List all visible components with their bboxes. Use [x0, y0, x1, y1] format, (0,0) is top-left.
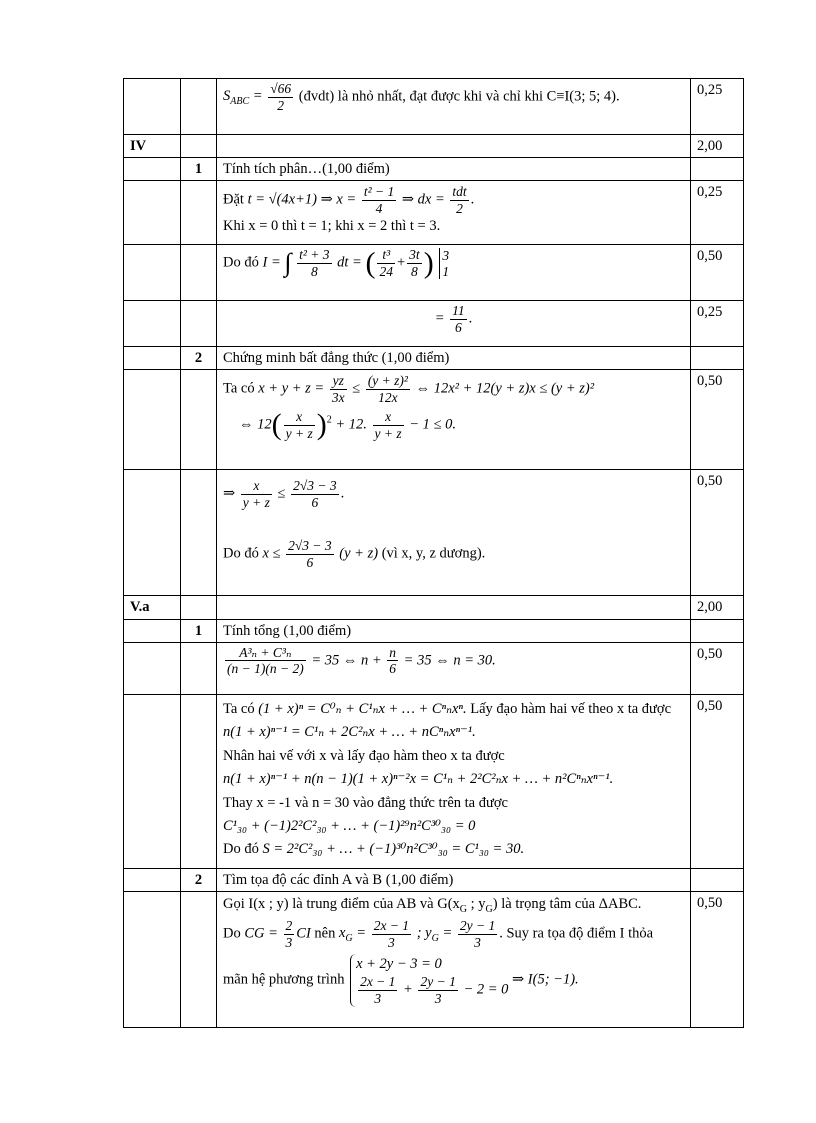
section-score-iv: 2,00 — [691, 135, 744, 158]
content-area — [217, 79, 691, 135]
score-cell: 0,50 — [691, 470, 744, 596]
score-cell: 0,25 — [691, 181, 744, 245]
score-cell: 0,50 — [691, 891, 744, 1027]
area-fraction: $\frac{√66}{2}$ — [270, 81, 292, 113]
question-number: 1 — [181, 158, 217, 181]
question-title: Tính tích phân…(1,00 điểm) — [217, 158, 691, 181]
score-cell: 0,50 — [691, 694, 744, 868]
question-title: Tìm tọa độ các đỉnh A và B (1,00 điểm) — [217, 868, 691, 891]
score-cell: 0,25 — [691, 79, 744, 135]
content-coordinates: Gọi I(x ; y) là trung điểm của AB và $G(x_G$ ; $y_G$) là trọng tâm của ΔABC. Do CG = $\frac{2}{3}$ CI nên $x_G$ = $\frac{2x - 1}{3}$ ; $y_G$ = $\frac{2y - 1}{3}$ . Suy ra tọa độ điểm I thỏa mãn hệ phương trình x + 2y − 3 = 0 $\frac{2x - 1}{3}$ + $\frac{2y - 1}{3}$ − 2 = 0 ⇒ I(5; −1). — [217, 891, 691, 1027]
area-text: (đvdt) là nhỏ nhất, đạt được khi và chỉ khi C≡I(3; 5; 4). — [298, 88, 620, 105]
section-cell — [124, 79, 181, 135]
content-integral: Do đó I = ∫ $\frac{\text{t² + 3}}{8}$ dt = ( $\frac{\text{t³}}{24}$ + $\frac{3t}{8}$ ) 3 1 — [217, 245, 691, 301]
score-cell: 0,50 — [691, 642, 744, 694]
content-result: = $\frac{11}{6}$ . — [217, 301, 691, 347]
score-cell: 0,50 — [691, 370, 744, 470]
section-score-va: 2,00 — [691, 596, 744, 619]
question-title: Tính tổng (1,00 điểm) — [217, 619, 691, 642]
section-label-va: V.a — [124, 596, 181, 619]
content-derivation: Ta có (1 + x)ⁿ = C⁰ₙ + C¹ₙx + … + Cⁿₙxⁿ. Lấy đạo hàm hai vế theo x ta được n(1 + x)ⁿ⁻¹ = C¹ₙ + 2C²ₙx + … + nCⁿₙxⁿ⁻¹. Nhân hai vế với x và lấy đạo hàm theo x ta được n(1 + x)ⁿ⁻¹ + n(n − 1)(1 + x)ⁿ⁻²x = C¹ₙ + 2²C²ₙx + … + n²Cⁿₙxⁿ⁻¹. Thay x = -1 và n = 30 vào đẳng thức trên ta được C¹₃₀ + (−1)2²C²₃₀ + … + (−1)²⁹n²C³⁰₃₀ = 0 Do đó S = 2²C²₃₀ + … + (−1)³⁰n²C³⁰₃₀ = C¹₃₀ = 30. — [217, 694, 691, 868]
question-number: 2 — [181, 347, 217, 370]
question-number: 2 — [181, 868, 217, 891]
content-equation: $\frac{\text{A³ₙ + C³ₙ}}{(n - 1)(n - 2)}$ = 35 ⇔ n + $\frac{n}{6}$ = 35 ⇔ n = 30. — [217, 642, 691, 694]
question-title: Chứng minh bất đẳng thức (1,00 điểm) — [217, 347, 691, 370]
content-conclusion: ⇒ $\frac{x}{y + z}$ ≤ $\frac{2√3 - 3}{6}$ . Do đó x ≤ $\frac{2√3 - 3}{6}$ (y + z) (vì x, y, z dương). — [217, 470, 691, 596]
area-symbol: $S_{ABC}$ = — [223, 88, 263, 108]
content-inequality: Ta có x + y + z = $\frac{yz}{3x}$ ≤ $\frac{\text{(y + z)²}}{12x}$ ⇔ 12x² + 12(y + z)x ≤ (y + z)² ⇔ 12( $\frac{x}{y + z}$ )$^2$ + 12. $\frac{x}{y + z}$ − 1 ≤ 0. — [217, 370, 691, 470]
answer-table — [123, 78, 744, 1028]
content-substitution: Đặt t = √(4x+1) ⇒ x = $\frac{\text{t² − 1}}{4}$ ⇒ dx = $\frac{\text{tdt}}{2}$ . Khi x = 0 thì t = 1; khi x = 2 thì t = 3. — [217, 181, 691, 245]
question-number: 1 — [181, 619, 217, 642]
score-cell: 0,50 — [691, 245, 744, 301]
question-cell — [181, 79, 217, 135]
score-cell: 0,25 — [691, 301, 744, 347]
section-label-iv: IV — [124, 135, 181, 158]
equation-system: x + 2y − 3 = 0 $\frac{2x - 1}{3}$ + $\frac{2y - 1}{3}$ − 2 = 0 — [350, 954, 508, 1006]
